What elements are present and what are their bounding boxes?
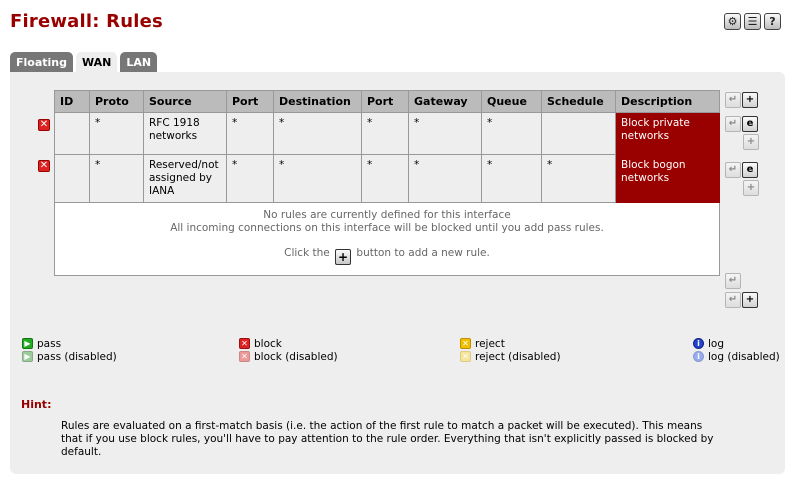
header-icons: [724, 13, 781, 30]
column-header-dest-port[interactable]: Port: [362, 91, 409, 113]
tab-wan[interactable]: WAN: [76, 52, 117, 73]
cell-dest-port: *: [362, 113, 409, 155]
pass-icon: ▶: [22, 338, 33, 349]
cell-port: *: [227, 155, 274, 203]
edit-rule-icon[interactable]: e: [742, 162, 758, 178]
legend-block-disabled: [239, 350, 338, 363]
tab-lan[interactable]: LAN: [120, 52, 157, 72]
legend-label: block: [254, 337, 282, 350]
footer-actions: [725, 273, 742, 289]
cell-description: Block bogon networks: [616, 155, 720, 203]
column-header-gateway[interactable]: Gateway: [409, 91, 482, 113]
cell-source: RFC 1918 networks: [144, 113, 227, 155]
column-header-destination[interactable]: Destination: [274, 91, 362, 113]
cell-proto: *: [90, 113, 144, 155]
row-actions: [743, 134, 760, 150]
copy-rule-icon[interactable]: +: [743, 180, 759, 196]
hint-label: Hint:: [21, 398, 52, 411]
move-selected-icon[interactable]: ↵: [725, 92, 741, 108]
legend-label: pass (disabled): [37, 350, 117, 363]
status-icon[interactable]: ⚙: [724, 13, 741, 30]
legend-reject-disabled: [460, 350, 561, 363]
delete-selected-icon[interactable]: ↵: [725, 292, 741, 308]
column-header-source[interactable]: Source: [144, 91, 227, 113]
legend-label: block (disabled): [254, 350, 338, 363]
edit-rule-icon[interactable]: e: [742, 116, 758, 132]
empty-message-pre: Click the: [284, 247, 330, 259]
cell-gateway: *: [409, 155, 482, 203]
legend-label: reject: [475, 337, 505, 350]
log-disabled-icon: i: [693, 351, 704, 362]
reject-icon: ✕: [460, 338, 471, 349]
add-rule-icon[interactable]: +: [742, 292, 758, 308]
hint-text: Rules are evaluated on a first-match basis (i.e. the action of the first rule to match a packet will be executed). This means that if you use block rules, you'll have to pay attention to the rule order. Everything that isn't explicitly passed is blocked by default.: [61, 420, 714, 458]
empty-message-line2: All incoming connections on this interface will be blocked until you add pass rules.: [170, 222, 604, 234]
cell-port: *: [227, 113, 274, 155]
legend-pass: [22, 337, 117, 350]
legend-label: log (disabled): [708, 350, 780, 363]
legend-label: log: [708, 337, 725, 350]
legend-reject: [460, 337, 561, 350]
row-actions: [725, 116, 759, 132]
legend-label: reject (disabled): [475, 350, 561, 363]
header-actions: [725, 92, 759, 108]
cell-description: Block private networks: [616, 113, 720, 155]
column-header-proto[interactable]: Proto: [90, 91, 144, 113]
block-icon[interactable]: ✕: [39, 160, 49, 171]
cell-proto: *: [90, 155, 144, 203]
interface-tabs: [10, 52, 157, 73]
legend-label: pass: [37, 337, 62, 350]
add-rule-icon[interactable]: +: [742, 92, 758, 108]
column-header-id[interactable]: ID: [55, 91, 90, 113]
block-disabled-icon: ✕: [239, 351, 250, 362]
row-actions: [743, 180, 760, 196]
help-icon[interactable]: ?: [764, 13, 781, 30]
reject-disabled-icon: ✕: [460, 351, 471, 362]
cell-queue: *: [482, 113, 542, 155]
row-actions: [725, 162, 759, 178]
column-header-port[interactable]: Port: [227, 91, 274, 113]
table-row[interactable]: [55, 155, 720, 203]
copy-rule-icon[interactable]: +: [743, 134, 759, 150]
empty-rules-message: [55, 203, 720, 276]
page-title: Firewall: Rules: [10, 11, 163, 32]
cell-dest-port: *: [362, 155, 409, 203]
tab-floating[interactable]: Floating: [10, 52, 73, 72]
cell-id: [55, 155, 90, 203]
legend-pass-disabled: [22, 350, 117, 363]
empty-message-line3: [60, 247, 714, 265]
cell-source: Reserved/not assigned by IANA: [144, 155, 227, 203]
cell-schedule: [542, 113, 616, 155]
move-end-icon[interactable]: ↵: [725, 273, 741, 289]
cell-queue: *: [482, 155, 542, 203]
move-before-icon[interactable]: ↵: [725, 162, 741, 178]
cell-id: [55, 113, 90, 155]
move-before-icon[interactable]: ↵: [725, 116, 741, 132]
table-row[interactable]: [55, 113, 720, 155]
cell-destination: *: [274, 113, 362, 155]
empty-message-line1: No rules are currently defined for this interface: [263, 209, 511, 221]
pass-disabled-icon: ▶: [22, 351, 33, 362]
cell-schedule: *: [542, 155, 616, 203]
legend-block: [239, 337, 338, 350]
block-icon[interactable]: ✕: [39, 119, 49, 130]
cell-gateway: *: [409, 113, 482, 155]
legend-log-disabled: [693, 350, 780, 363]
rules-table: [54, 90, 720, 276]
column-header-queue[interactable]: Queue: [482, 91, 542, 113]
log-icon[interactable]: ☰: [744, 13, 761, 30]
column-header-schedule[interactable]: Schedule: [542, 91, 616, 113]
column-header-description[interactable]: Description: [616, 91, 720, 113]
cell-destination: *: [274, 155, 362, 203]
rules-panel: [10, 72, 785, 474]
empty-message-post: button to add a new rule.: [356, 247, 490, 259]
empty-rules-row: [55, 203, 720, 276]
table-header-row: [55, 91, 720, 113]
add-rule-inline-icon[interactable]: +: [335, 249, 351, 265]
footer-actions: [725, 292, 759, 308]
log-info-icon: i: [693, 338, 704, 349]
legend-log: [693, 337, 780, 350]
block-icon: ✕: [239, 338, 250, 349]
